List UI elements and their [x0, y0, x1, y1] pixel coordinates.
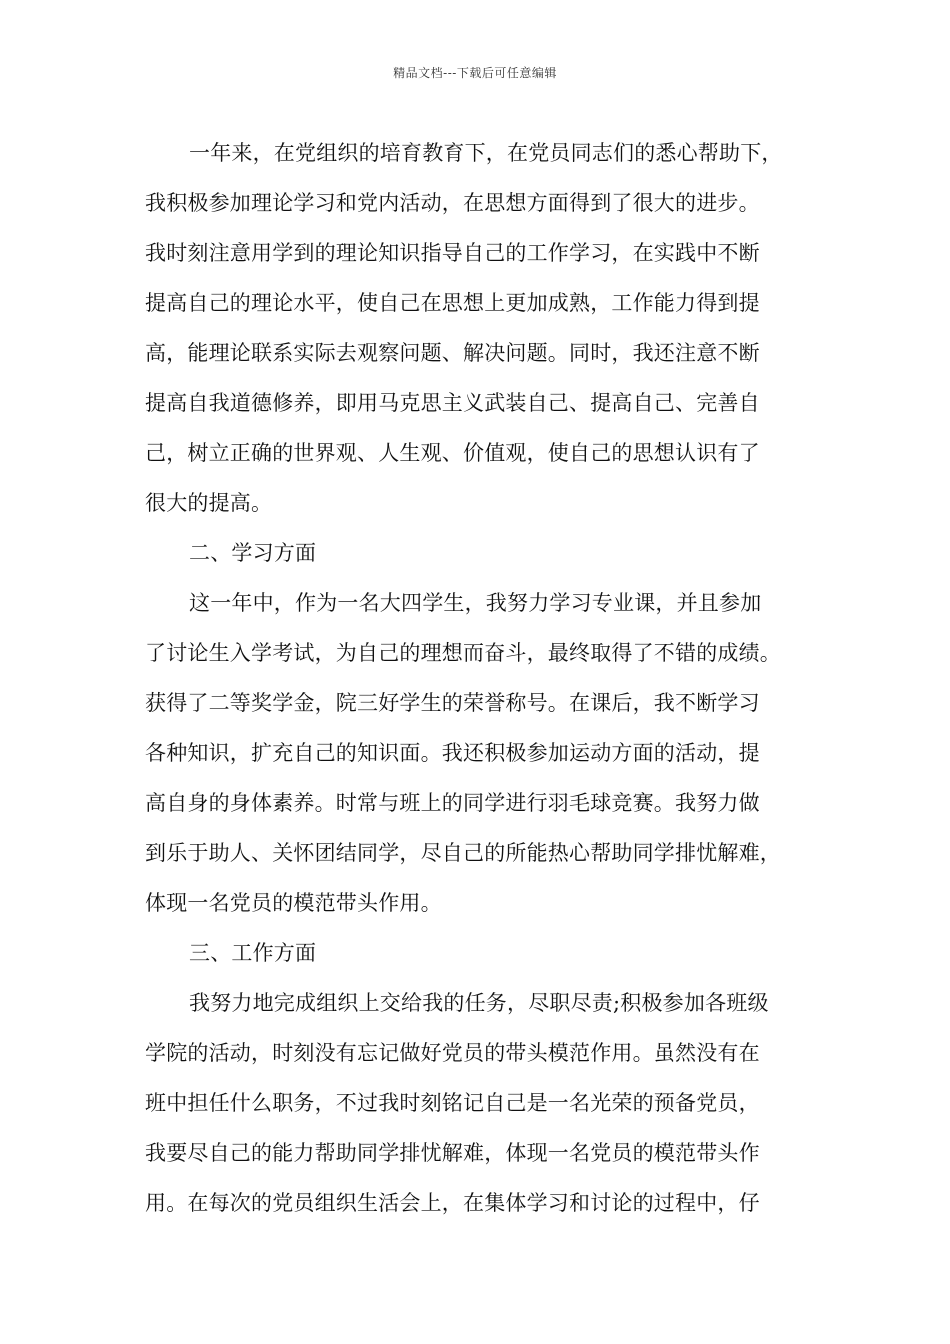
text-line: 学院的活动，时刻没有忘记做好党员的带头模范作用。虽然没有在 [145, 1041, 760, 1065]
text-line: 用。在每次的党员组织生活会上，在集体学习和讨论的过程中，仔 [145, 1191, 760, 1215]
text-line: 我积极参加理论学习和党内活动，在思想方面得到了很大的进步。 [145, 191, 760, 215]
document-body [145, 128, 825, 1228]
text-line: 班中担任什么职务，不过我时刻铭记自己是一名光荣的预备党员， [145, 1091, 760, 1115]
text-line: 高自身的身体素养。时常与班上的同学进行羽毛球竞赛。我努力做 [145, 791, 760, 815]
text-line: 我要尽自己的能力帮助同学排忧解难，体现一名党员的模范带头作 [145, 1141, 760, 1165]
text-line: 己，树立正确的世界观、人生观、价值观，使自己的思想认识有了 [145, 441, 760, 465]
text-line: 我努力地完成组织上交给我的任务，尽职尽责;积极参加各班级 [189, 991, 769, 1015]
text-line: 一年来，在党组织的培育教育下，在党员同志们的悉心帮助下， [189, 141, 783, 165]
text-line: 体现一名党员的模范带头作用。 [145, 891, 442, 915]
text-line: 提高自己的理论水平，使自己在思想上更加成熟，工作能力得到提 [145, 291, 760, 315]
text-line: 了讨论生入学考试，为自己的理想而奋斗，最终取得了不错的成绩。 [145, 641, 781, 665]
text-line: 很大的提高。 [145, 491, 273, 515]
text-line: 高，能理论联系实际去观察问题、解决问题。同时，我还注意不断 [145, 341, 760, 365]
section-heading-work: 三、工作方面 [189, 941, 317, 965]
text-line: 到乐于助人、关怀团结同学，尽自己的所能热心帮助同学排忧解难， [145, 841, 781, 865]
text-line: 获得了二等奖学金，院三好学生的荣誉称号。在课后，我不断学习 [145, 691, 760, 715]
text-line: 提高自我道德修养，即用马克思主义武装自己、提高自己、完善自 [145, 391, 760, 415]
page-header: 精品文档---下载后可任意编辑 [393, 66, 557, 80]
text-line: 我时刻注意用学到的理论知识指导自己的工作学习，在实践中不断 [145, 241, 760, 265]
section-heading-study: 二、学习方面 [189, 541, 317, 565]
text-line: 各种知识，扩充自己的知识面。我还积极参加运动方面的活动，提 [145, 741, 760, 765]
text-line: 这一年中，作为一名大四学生，我努力学习专业课，并且参加 [189, 591, 762, 615]
